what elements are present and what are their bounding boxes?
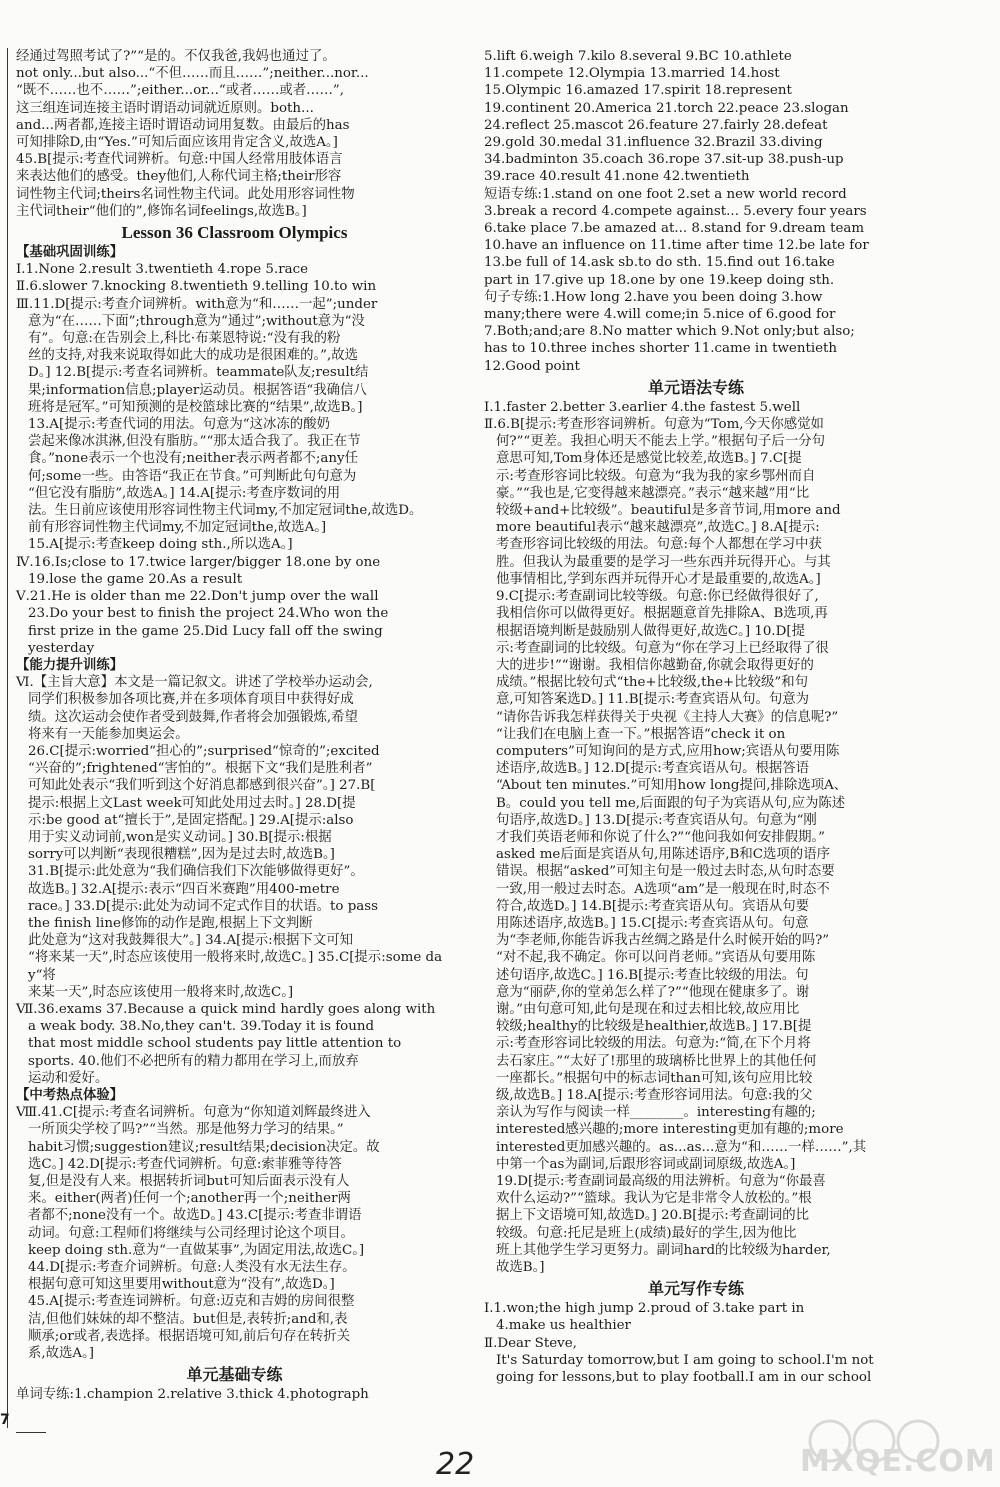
answer-line: 这三组连词连接主语时谓语动词就近原则。both... xyxy=(16,100,314,116)
answer-line: Ⅳ.16.Is;close to 17.twice larger/bigger 18.one by one xyxy=(16,554,381,570)
answer-line: 句子专练:1.How long 2.have you been doing 3.how xyxy=(484,289,823,305)
answer-line: 26.C[提示:worried“担心的”;surprised“惊奇的”;excited xyxy=(28,743,380,759)
answer-line: “将来某一天”,时态应该使用一般将来时,故选C。] 35.C[提示:some day“将 xyxy=(28,950,443,983)
subsection-label: 【中考热点体验】 xyxy=(16,1087,124,1103)
left-text-column xyxy=(16,48,453,1403)
answer-line: 15.A[提示:考查keep doing sth.,所以选A。] xyxy=(28,537,293,553)
answer-line: 34.badminton 35.coach 36.rope 37.sit-up 38.push-up xyxy=(484,152,844,168)
answer-line: 5.lift 6.weigh 7.kilo 8.several 9.BC 10.athlete xyxy=(484,49,792,64)
answer-line: has to 10.three inches shorter 11.came in twentieth xyxy=(484,341,838,357)
answer-line: 述句语序,故选C。] 16.B[提示:考查比较级的用法。句 xyxy=(496,967,809,983)
handwritten-page-number: 22 xyxy=(436,1447,475,1482)
answer-line: 谢。”由句意可知,此句是现在和过去相比较,故应用比 xyxy=(496,1001,800,1017)
answer-line: 大的进步!”“谢谢。我相信你越勤奋,你就会取得更好的 xyxy=(496,657,814,673)
answer-line: the finish line修饰的动作是跑,根据上下文判断 xyxy=(28,915,313,931)
answer-line: 示:考查形容词比较级。句意为“我为我的家乡鄂州而自 xyxy=(496,468,816,484)
right-text-column xyxy=(484,48,908,1386)
answer-line: Ⅰ.1.None 2.result 3.twentieth 4.rope 5.race xyxy=(16,262,309,278)
answer-line: 4.make us healthier xyxy=(496,1318,631,1334)
answer-line: keep doing sth.意为“一直做某事”,为固定用法,故选C。] xyxy=(28,1242,365,1258)
answer-line: 短语专练:1.stand on one foot 2.set a new world record xyxy=(484,186,847,202)
answer-line: 示:考查副词的比较级。句意为“你在学习上已经取得了很 xyxy=(496,640,829,656)
answer-line: 法。生日前应该使用形容词性物主代词my,不加定冠词the,故选D。 xyxy=(28,503,423,519)
answer-line: race。] 33.D[提示:此处为动词不定式作目的状语。to pass xyxy=(28,898,378,914)
answer-line: “About ten minutes.”可知用how long提问,排除选项A、 xyxy=(496,778,848,794)
section-heading: 单元写作专练 xyxy=(647,1279,744,1299)
answer-line: that most middle school students pay little attention to xyxy=(28,1036,402,1052)
answer-line: “请你告诉我怎样获得关于央视《主持人大赛》的信息呢?” xyxy=(496,709,839,725)
answer-line: Ⅶ.36.exams 37.Because a quick mind hardly goes along with xyxy=(16,1001,436,1017)
answer-line: 根据句意可知这里要用without意为“没有”,故选D。] xyxy=(28,1277,335,1293)
answer-line: 成绩。”根据比较句式“the+比较级,the+比较级”和句 xyxy=(496,675,809,691)
answer-line: 示:考查形容词比较级的用法。句意为:“简,在下个月将 xyxy=(496,1036,811,1052)
answer-line: sorry可以判断“表现很糟糕”,因为是过去时,故选B。] xyxy=(28,847,335,863)
answer-line: Ⅲ.11.D[提示:考查介词辨析。with意为“和……一起”;under xyxy=(16,296,378,312)
answer-line: 11.compete 12.Olympia 13.married 14.host xyxy=(484,66,780,82)
answer-line: 为“李老师,你能告诉我古丝绸之路是什么时候开始的吗?” xyxy=(496,933,830,949)
answer-line: 一致,用一般过去时态。A选项“am”是一般现在时,时态不 xyxy=(496,881,830,897)
answer-line: 同学们积极参加各项比赛,并在多项体育项目中获得好成 xyxy=(28,692,354,708)
section-heading: 单元语法专练 xyxy=(647,377,744,397)
answer-line: first prize in the game 25.Did Lucy fall off the swing xyxy=(28,623,383,639)
answer-line: 意为“在……下面”;through意为“通过”;without意为“没 xyxy=(28,313,365,329)
answer-line: 亲认为写作与阅读一样________。interesting有趣的; xyxy=(496,1105,816,1121)
answer-line: 欢什么运动?”“篮球。我认为它是非常令人放松的。”根 xyxy=(496,1191,812,1207)
answer-line: 意,可知答案选D。] 11.B[提示:考查宾语从句。句意为 xyxy=(496,692,810,708)
answer-line: asked me后面是宾语从句,用陈述语序,B和C选项的语序 xyxy=(496,847,830,863)
answer-line: not only...but also...“不但……而且……”;neither...nor... xyxy=(16,66,369,82)
answer-line: “让我们在电脑上查一下。”根据答语“check it on xyxy=(496,726,786,742)
left-margin-rule xyxy=(7,48,8,1428)
answer-line: Ⅴ.21.He is older than me 22.Don't jump over the wall xyxy=(16,589,379,605)
answer-line: 6.take place 7.be amazed at... 8.stand for 9.dream team xyxy=(484,221,865,237)
answer-line: 较级。句意:托尼是班上(成绩)最好的学生,因为他比 xyxy=(496,1225,797,1241)
answer-line: 述语序,故选B。] 12.D[提示:考查宾语从句。根据答语 xyxy=(496,761,810,777)
answer-line: 去石家庄。”“太好了!那里的玻璃桥比世界上的其他任何 xyxy=(496,1053,817,1069)
answer-line: 19.D[提示:考查副词最高级的用法辨析。句意为“你最喜 xyxy=(496,1174,826,1189)
answer-line: 3.break a record 4.compete against... 5.every four years xyxy=(484,203,867,219)
answer-line: 我相信你可以做得更好。根据题意首先排除A、B选项,再 xyxy=(496,606,828,622)
answer-line: 选C。] 42.D[提示:考查代词辨析。句意:索菲雅等待答 xyxy=(28,1156,342,1172)
answer-line: 来表达他们的感受。they他们,人称代词主格;their形容 xyxy=(16,169,342,185)
answer-line: sports. 40.他们不必把所有的精力都用在学习上,而放弃 xyxy=(28,1053,359,1069)
answer-line: 12.Good point xyxy=(484,358,580,374)
answer-line: 有”。句意:在告别会上,科比·布莱恩特说:“没有我的粉 xyxy=(28,331,341,347)
answer-line: 一所顶尖学校了吗?”“当然。那是他努力学习的结果。” xyxy=(28,1122,344,1138)
answer-line: “兴奋的”;frightened“害怕的”。根据下文“我们是胜利者” xyxy=(28,761,373,777)
answer-line: 符合,故选D。] 14.B[提示:考查宾语从句。宾语从句要 xyxy=(496,898,810,914)
answer-line: 来某一天”,时态应该使用一般将来时,故选C。] xyxy=(28,984,294,1000)
answer-line: 豪。”“我也是,它变得越来越漂亮。”表示“越来越”用“比 xyxy=(496,485,810,501)
answer-line: 才我们英语老师和你说了什么?”“他问我如何安排假期。” xyxy=(496,829,825,845)
answer-line: 19.lose the game 20.As a result xyxy=(28,571,243,587)
answer-line: 他事情相比,学到东西并玩得开心才是最重要的,故选A。] xyxy=(496,571,821,587)
answer-line: 复,但是没有人来。根据转折词but可知后面表示没有人 xyxy=(28,1174,350,1189)
answer-line: 39.race 40.result 41.none 42.twentieth xyxy=(484,169,750,185)
answer-line: a weak body. 38.No,they can't. 39.Today it is found xyxy=(28,1019,375,1035)
answer-line: 13.A[提示:考查代词的用法。句意为“这冰冻的酸奶 xyxy=(28,417,330,433)
answer-line: “但它没有脂肪”,故选A。] 14.A[提示:考查序数词的用 xyxy=(28,485,341,501)
answer-line: 24.reflect 25.mascot 26.feature 27.fairly 28.defeat xyxy=(484,117,828,133)
answer-line: 句语序,故选D。] 13.D[提示:考查宾语从句。句意为“刚 xyxy=(496,812,817,828)
section-heading: Lesson 36 Classroom Olympics xyxy=(121,223,348,243)
answer-line: 较级;healthy的比较级是healthier,故选B。] 17.B[提 xyxy=(496,1019,812,1035)
answer-line: 45.B[提示:考查代词辨析。句意:中国人经常用肢体语言 xyxy=(16,152,343,168)
answer-line: 此处意为“这对我鼓舞很大”。] 34.A[提示:根据下文可知 xyxy=(28,933,353,949)
answer-line: 44.D[提示:考查介词辨析。句意:人类没有水无法生存。 xyxy=(28,1260,356,1276)
subsection-label: 【能力提升训练】 xyxy=(16,657,124,673)
answer-line: D。] 12.B[提示:考查名词辨析。teammate队友;result结 xyxy=(28,365,369,381)
answer-line: 45.A[提示:考查连词辨析。句意:迈克和吉姆的房间很整 xyxy=(28,1294,355,1310)
answer-line: 示:be good at“擅长于”,是固定搭配。] 29.A[提示:also xyxy=(28,812,354,828)
answer-line: interested更加感兴趣的。as...as...意为“和……一样……”,其 xyxy=(496,1139,867,1155)
answer-line: 来。either(两者)任何一个;another再一个;neither两 xyxy=(28,1191,351,1207)
answer-line: Ⅰ.1.won;the high jump 2.proud of 3.take part in xyxy=(484,1301,805,1317)
answer-line: 词性物主代词;theirs名词性物主代词。此处用形容词性物 xyxy=(16,186,355,202)
section-heading: 单元基础专练 xyxy=(186,1365,283,1385)
answer-line: 何;some一些。由答语“我正在节食。”可判断此句句意为 xyxy=(28,468,357,484)
answer-line: 9.C[提示:考查副词比较等级。句意:你已经做得很好了, xyxy=(496,589,819,605)
answer-line: 29.gold 30.medal 31.influence 32.Brazil 33.diving xyxy=(484,135,823,151)
answer-line: computers”可知询问的是方式,应用how;宾语从句要用陈 xyxy=(496,743,840,759)
answer-line: 尝起来像冰淇淋,但没有脂肪。”“那太适合我了。我正在节 xyxy=(28,434,361,450)
answer-line: Ⅷ.41.C[提示:考查名词辨析。句意为“你知道刘辉最终进入 xyxy=(16,1105,371,1121)
answer-line: many;there were 4.will come;in 5.nice of 6.good for xyxy=(484,307,836,323)
answer-line: 胜。但我认为最重要的是学习一些东西并玩得开心。与其 xyxy=(496,554,831,570)
answer-line: 19.continent 20.America 21.torch 22.peace 23.slogan xyxy=(484,100,849,116)
answer-line: 前有形容词性物主代词my,不加定冠词the,故选A。] xyxy=(28,520,327,536)
answer-line: 级,故选B。] 18.A[提示:考查形容词用法。句意:我的父 xyxy=(496,1087,813,1103)
answer-line: 食。”none表示一个也没有;neither表示两者都不;any任 xyxy=(28,451,358,467)
answer-line: 中第一个as为副词,后跟形容词或副词原级,故选A。] xyxy=(496,1156,796,1172)
answer-line: 洁,但他们妹妹的却不整洁。but但是,表转折;and和,表 xyxy=(28,1311,348,1327)
answer-line: 主代词their“他们的”,修饰名词feelings,故选B。] xyxy=(16,203,307,219)
answer-line: 错误。根据“asked”可知主句是一般过去时态,从句时态要 xyxy=(496,864,835,880)
answer-line: 据上下文语境可知,故选D。] 20.B[提示:考查副词的比 xyxy=(496,1208,810,1224)
answer-line: 10.have an influence on 11.time after time 12.be late for xyxy=(484,238,869,254)
answer-line: 动词。句意:工程师们将继续与公司经理讨论这个项目。 xyxy=(28,1225,354,1241)
answer-line: more beautiful表示“越来越漂亮”,故选C。] 8.A[提示: xyxy=(496,520,820,536)
answer-line: 意为“丽萨,你的堂弟怎么样了?”“他现在健康多了。谢 xyxy=(496,984,810,1000)
answer-line: 31.B[提示:此处意为“我们确信我们下次能够做得更好”。 xyxy=(28,864,364,880)
answer-line: 何?”“更差。我担心明天不能去上学。”根据句子后一分句 xyxy=(496,434,825,450)
answer-line: 将来有一天能参加奥运会。 xyxy=(28,726,189,742)
answer-line: 果;information信息;player运动员。根据答语“我确信八 xyxy=(28,382,367,398)
answer-line: 绩。这次运动会使作者受到鼓舞,作者将会加强锻炼,希望 xyxy=(28,709,358,725)
answer-line: going for lessons,but to play football.I am in our school xyxy=(496,1370,872,1386)
answer-line: part in 17.give up 18.one by one 19.keep doing sth. xyxy=(484,272,835,288)
answer-line: “既不……也不……”;either...or...“或者……或者……”, xyxy=(16,83,344,99)
answer-line: Ⅵ.【主旨大意】本文是一篇记叙文。讲述了学校举办运动会, xyxy=(16,675,373,691)
answer-line: 班将是冠军。”可知预测的是校篮球比赛的“结果”,故选B。] xyxy=(28,399,363,415)
answer-line: 可知此处表示“我们听到这个好消息都感到很兴奋”。] 27.B[ xyxy=(28,778,376,794)
answer-line: 系,故选A。] xyxy=(28,1346,95,1362)
answer-line: 根据语境判断是鼓励别人做得更好,故选C。] 10.D[提 xyxy=(496,623,805,639)
answer-line: Ⅱ.6.B[提示:考查形容词辨析。句意为“Tom,今天你感觉如 xyxy=(484,417,824,433)
answer-line: interested感兴趣的;more interesting更加有趣的;more xyxy=(496,1122,844,1138)
answer-line: 用于实义动词前,won是实义动词。] 30.B[提示:根据 xyxy=(28,829,332,845)
answer-line: and...两者都,连接主语时谓语动词用复数。由最后的has xyxy=(16,117,350,133)
answer-line: 运动和爱好。 xyxy=(28,1070,109,1086)
answer-line: It's Saturday tomorrow,but I am going to school.I'm not xyxy=(496,1352,874,1368)
watermark-text: MXQE.COM xyxy=(800,1444,996,1479)
answer-line: 意思可知,Tom身体还是感觉比较差,故选B。] 7.C[提 xyxy=(496,451,802,467)
answer-line: 7.Both;and;are 8.No matter which 9.Not only;but also; xyxy=(484,324,855,340)
answer-line: 者都不;none没有一个。故选D。] 43.C[提示:考查非谓语 xyxy=(28,1208,362,1224)
answer-line: 可知排除D,由“Yes.”可知后面应该用肯定含义,故选A。] xyxy=(16,135,338,151)
answer-line: yesterday xyxy=(28,640,95,656)
answer-line: 故选B。] 32.A[提示:表示“四百米赛跑”用400-metre xyxy=(28,881,340,897)
subsection-label: 【基础巩固训练】 xyxy=(16,245,124,261)
answer-line: 顺承;or或者,表选择。根据语境可知,前后句存在转折关 xyxy=(28,1328,351,1344)
answer-line: “对不起,我不确定。你可以问肖老师。”宾语从句要用陈 xyxy=(496,950,816,966)
answer-line: 单词专练:1.champion 2.relative 3.thick 4.photograph xyxy=(16,1387,369,1403)
answer-line: 用陈述语序,故选B。] 15.C[提示:考查宾语从句。句意 xyxy=(496,915,809,931)
answer-line: 班上其他学生学习更努力。副词hard的比较级为harder, xyxy=(496,1242,831,1258)
answer-line: 考查形容词比较级的用法。句意:每个人都想在学习中获 xyxy=(496,537,822,553)
answer-line: 15.Olympic 16.amazed 17.spirit 18.represent xyxy=(484,83,792,99)
answer-line: Ⅱ.Dear Steve, xyxy=(484,1335,577,1351)
answer-line: 丝的支持,对我来说取得如此大的成功是很困难的。”,故选 xyxy=(28,348,359,364)
answer-line: 经通过驾照考试了?”“是的。不仅我爸,我妈也通过了。 xyxy=(16,49,336,64)
answer-line: 一座都长。”根据句中的标志词than可知,该句应用比较 xyxy=(496,1070,813,1086)
left-margin-page-number: 7 xyxy=(0,1412,10,1428)
watermark-logo xyxy=(800,1417,996,1479)
answer-line: 13.be full of 14.ask sb.to do sth. 15.find out 16.take xyxy=(484,255,835,271)
answer-line: 故选B。] xyxy=(496,1260,545,1276)
answer-line: habit习惯;suggestion建议;result结果;decision决定。故 xyxy=(28,1139,380,1155)
answer-line: Ⅱ.6.slower 7.knocking 8.twentieth 9.telling 10.to win xyxy=(16,279,377,295)
answer-line: B。could you tell me,后面跟的句子为宾语从句,应为陈述 xyxy=(496,795,846,811)
answer-line: 23.Do your best to finish the project 24.Who won the xyxy=(28,606,389,622)
answer-line: 较级+and+比较级”。beautiful是多音节词,用more and xyxy=(496,503,841,519)
answer-line: 提示:根据上文Last week可知此处用过去时。] 28.D[提 xyxy=(28,795,356,811)
answer-line: Ⅰ.1.faster 2.better 3.earlier 4.the fastest 5.well xyxy=(484,399,801,415)
